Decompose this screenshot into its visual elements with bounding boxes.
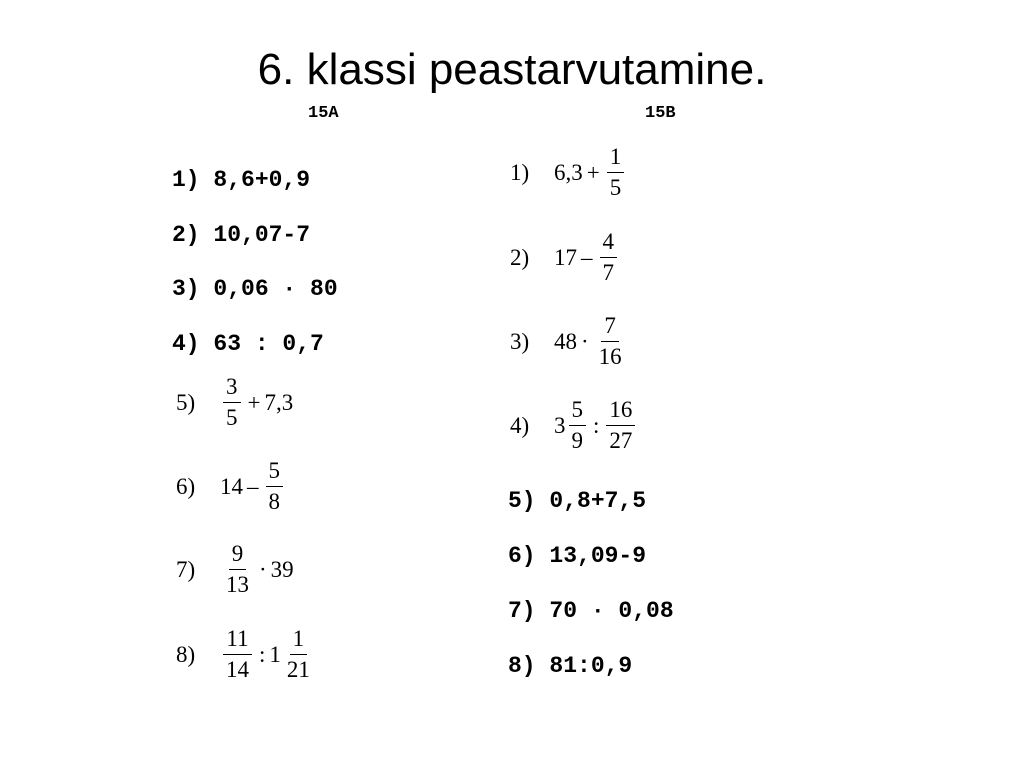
fraction: $\frac{3}{5}$ bbox=[223, 372, 241, 433]
problem-a2: 2) 10,07-7 bbox=[172, 222, 311, 248]
column-header-15a: 15A bbox=[308, 104, 339, 123]
problem-a4: 4) 63 : 0,7 bbox=[172, 331, 324, 357]
problem-b1: 1) 6,3 + $\frac{1}{5}$ bbox=[510, 142, 627, 203]
fraction: $\frac{7}{16}$ bbox=[598, 313, 622, 369]
page-title: 6. klassi peastarvutamine. bbox=[257, 45, 767, 94]
problem-b6: 6) 13,09-9 bbox=[508, 543, 647, 569]
fraction: $\frac{5}{9}$ bbox=[569, 395, 587, 456]
problem-b5: 5) 0,8+7,5 bbox=[508, 488, 647, 514]
problem-b2: 2) 17 – $\frac{4}{7}$ bbox=[510, 227, 620, 288]
problem-b3: 3) 48 · $\frac{7}{16}$ bbox=[510, 311, 628, 372]
fraction: $\frac{5}{8}$ bbox=[266, 456, 284, 517]
problem-a6: 6) 14 – $\frac{5}{8}$ bbox=[176, 456, 286, 517]
fraction: $\frac{9}{13}$ bbox=[226, 541, 249, 597]
fraction: $\frac{11}{14}$ bbox=[223, 624, 252, 685]
problem-a1: 1) 8,6+0,9 bbox=[172, 167, 311, 193]
problem-b4: 4) 3 $\frac{5}{9}$ : $\frac{16}{27}$ bbox=[510, 395, 638, 456]
fraction: $\frac{4}{7}$ bbox=[600, 227, 618, 288]
fraction: $\frac{1}{21}$ bbox=[286, 626, 310, 682]
problem-a3: 3) 0,06 · 80 bbox=[172, 276, 338, 302]
column-header-15b: 15B bbox=[645, 104, 676, 123]
problem-a7: 7) $\frac{9}{13}$ · 39 bbox=[176, 539, 294, 600]
problem-a5: 5) $\frac{3}{5}$ + 7,3 bbox=[176, 372, 293, 433]
fraction: $\frac{1}{5}$ bbox=[607, 142, 625, 203]
problem-a8: 8) $\frac{11}{14}$ : 1 $\frac{1}{21}$ bbox=[176, 624, 316, 685]
problem-b8: 8) 81:0,9 bbox=[508, 653, 633, 679]
problem-b7: 7) 70 · 0,08 bbox=[508, 598, 674, 624]
fraction: $\frac{16}{27}$ bbox=[606, 395, 635, 456]
